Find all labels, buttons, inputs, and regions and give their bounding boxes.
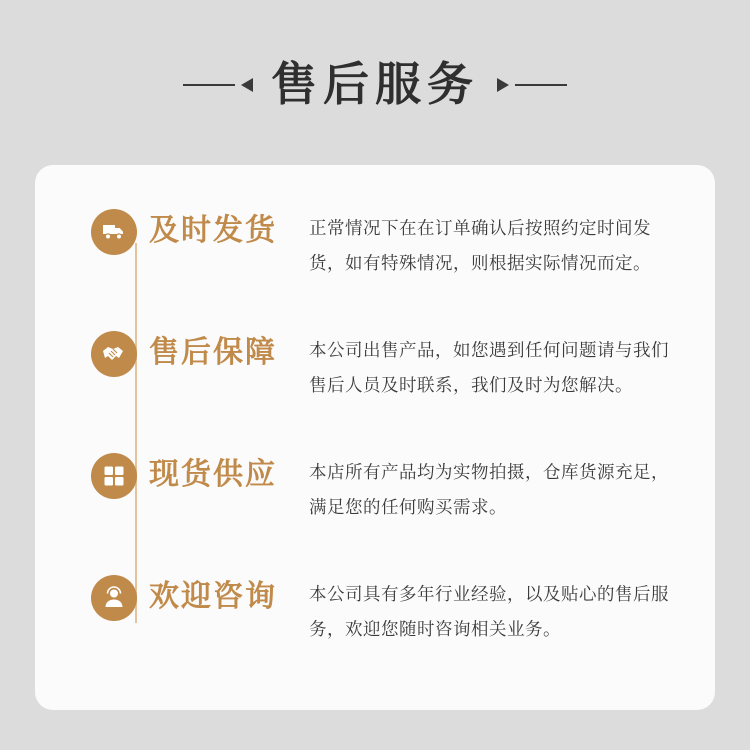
boxes-icon <box>91 453 137 499</box>
left-arrow-ornament-icon <box>183 78 253 92</box>
service-desc: 本公司出售产品，如您遇到任何问题请与我们售后人员及时联系，我们及时为您解决。 <box>309 340 669 395</box>
service-label: 及时发货 <box>149 214 277 247</box>
list-item <box>35 329 715 423</box>
service-list <box>35 165 715 667</box>
page-title: 售后服务 <box>271 59 479 110</box>
list-item <box>35 451 715 545</box>
truck-icon <box>91 209 137 255</box>
right-arrow-ornament-icon <box>497 78 567 92</box>
headset-person-icon <box>91 575 137 621</box>
service-desc: 正常情况下在在订单确认后按照约定时间发货，如有特殊情况，则根据实际情况而定。 <box>309 218 651 273</box>
handshake-icon <box>91 331 137 377</box>
service-card <box>35 165 715 710</box>
list-item <box>35 573 715 667</box>
page-header <box>0 0 750 170</box>
service-label: 欢迎咨询 <box>149 580 277 613</box>
service-label: 现货供应 <box>149 458 277 491</box>
service-desc: 本公司具有多年行业经验，以及贴心的售后服务，欢迎您随时咨询相关业务。 <box>309 584 669 639</box>
service-desc: 本店所有产品均为实物拍摄，仓库货源充足，满足您的任何购买需求。 <box>309 462 669 517</box>
list-item <box>35 207 715 301</box>
service-label: 售后保障 <box>149 336 277 369</box>
